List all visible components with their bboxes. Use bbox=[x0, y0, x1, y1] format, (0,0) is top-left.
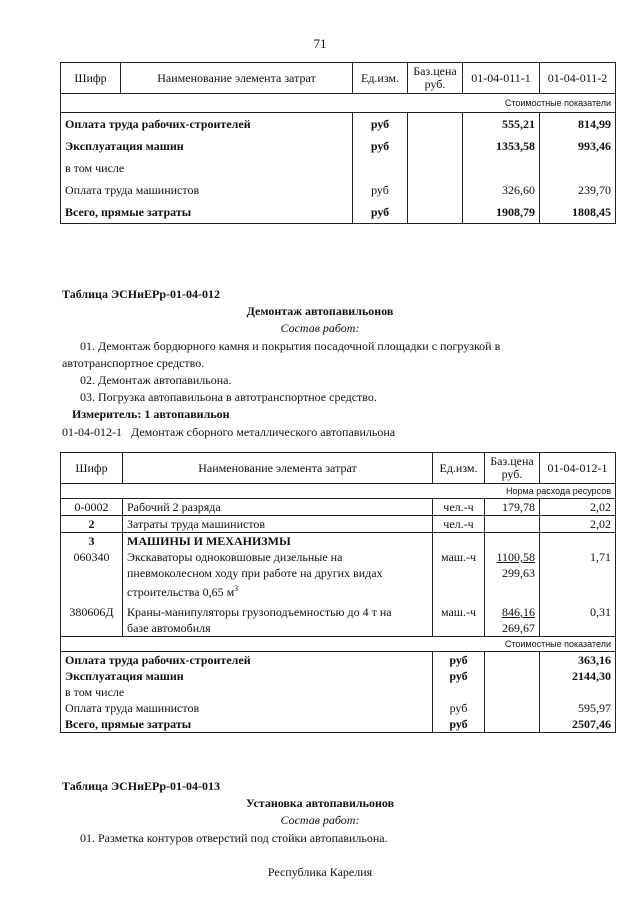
page-footer: Республика Карелия bbox=[267, 865, 373, 879]
header-col-1: 01-04-012-1 bbox=[540, 453, 616, 484]
table-title: Таблица ЭСНиЕРр-01-04-012 bbox=[62, 287, 221, 301]
norm-label: Норма расхода ресурсов bbox=[61, 484, 616, 499]
table-row: 3 МАШИНЫ И МЕХАНИЗМЫ bbox=[61, 533, 616, 550]
header-name: Наименование элемента затрат bbox=[123, 453, 433, 484]
table-row: 2 Затраты труда машинистов чел.-ч 2,02 bbox=[61, 516, 616, 533]
table-header-row bbox=[61, 63, 616, 94]
table-row: 0-0002 Рабочий 2 разряда чел.-ч 179,78 2,02 bbox=[61, 499, 616, 516]
norm-label-row bbox=[61, 484, 616, 499]
header-col-2: 01-04-011-2 bbox=[540, 63, 616, 94]
header-base-price: Баз.цена руб. bbox=[408, 63, 463, 94]
section-label: Стоимостные показатели bbox=[61, 94, 616, 113]
header-col-1: 01-04-011-1 bbox=[463, 63, 540, 94]
header-unit: Ед.изм. bbox=[353, 63, 408, 94]
table-row: Всего, прямые затраты руб 2507,46 bbox=[61, 716, 616, 733]
table-row: в том числе bbox=[61, 684, 616, 700]
cost-label: Стоимостные показатели bbox=[61, 637, 616, 652]
meter-line: Измеритель: 1 автопавильон bbox=[72, 407, 230, 421]
table-row: в том числе bbox=[61, 157, 616, 179]
table-row: 060340 Экскаваторы одноковшовые дизельные на пневмоколесном ходу при работе на других видах строительства 0,65 $м^3$ маш.-ч 1100,58 299,63 1,71 bbox=[61, 549, 616, 600]
section-heading: Установка автопавильонов bbox=[245, 796, 395, 810]
table-header-row bbox=[61, 453, 616, 484]
header-code: Шифр bbox=[61, 63, 121, 94]
table-row: Всего, прямые затраты руб 1908,79 1808,45 bbox=[61, 201, 616, 224]
header-unit: Ед.изм. bbox=[433, 453, 485, 484]
code-line: 01-04-012-1 Демонтаж сборного металлического автопавильона bbox=[62, 425, 396, 439]
table-row: 380606Д Краны-манипуляторы грузоподъемностью до 4 т на базе автомобиля маш.-ч 846,16 269,67 0,31 bbox=[61, 600, 616, 637]
header-name: Наименование элемента затрат bbox=[121, 63, 353, 94]
table-row: Эксплуатация машин руб 2144,30 bbox=[61, 668, 616, 684]
table-row: Эксплуатация машин руб 1353,58 993,46 bbox=[61, 135, 616, 157]
cost-label-row bbox=[61, 637, 616, 652]
table-row: Оплата труда рабочих-строителей руб 363,16 bbox=[61, 652, 616, 669]
work-item: 02. Демонтаж автопавильона. bbox=[80, 373, 232, 387]
work-item: 01. Демонтаж бордюрного камня и покрытия посадочной площадки с погрузкой в bbox=[80, 339, 501, 353]
work-item: автотранспортное средство. bbox=[62, 356, 205, 370]
composition-title: Состав работ: bbox=[280, 321, 360, 335]
composition-title: Состав работ: bbox=[280, 813, 360, 827]
work-item: 01. Разметка контуров отверстий под стойки автопавильона. bbox=[80, 831, 388, 845]
table-row: Оплата труда машинистов руб 326,60 239,70 bbox=[61, 179, 616, 201]
section-heading: Демонтаж автопавильонов bbox=[246, 304, 394, 318]
cost-table-01-04-011 bbox=[60, 62, 616, 224]
header-base-price: Баз.цена руб. bbox=[485, 453, 540, 484]
table-row: Оплата труда машинистов руб 595,97 bbox=[61, 700, 616, 716]
work-item: 03. Погрузка автопавильона в автотранспортное средство. bbox=[80, 390, 377, 404]
page-number: 71 bbox=[313, 36, 327, 51]
table-title: Таблица ЭСНиЕРр-01-04-013 bbox=[62, 779, 221, 793]
resource-table-01-04-012 bbox=[60, 452, 616, 733]
section-label-row bbox=[61, 94, 616, 113]
header-code: Шифр bbox=[61, 453, 123, 484]
table-row: Оплата труда рабочих-строителей руб 555,21 814,99 bbox=[61, 113, 616, 136]
